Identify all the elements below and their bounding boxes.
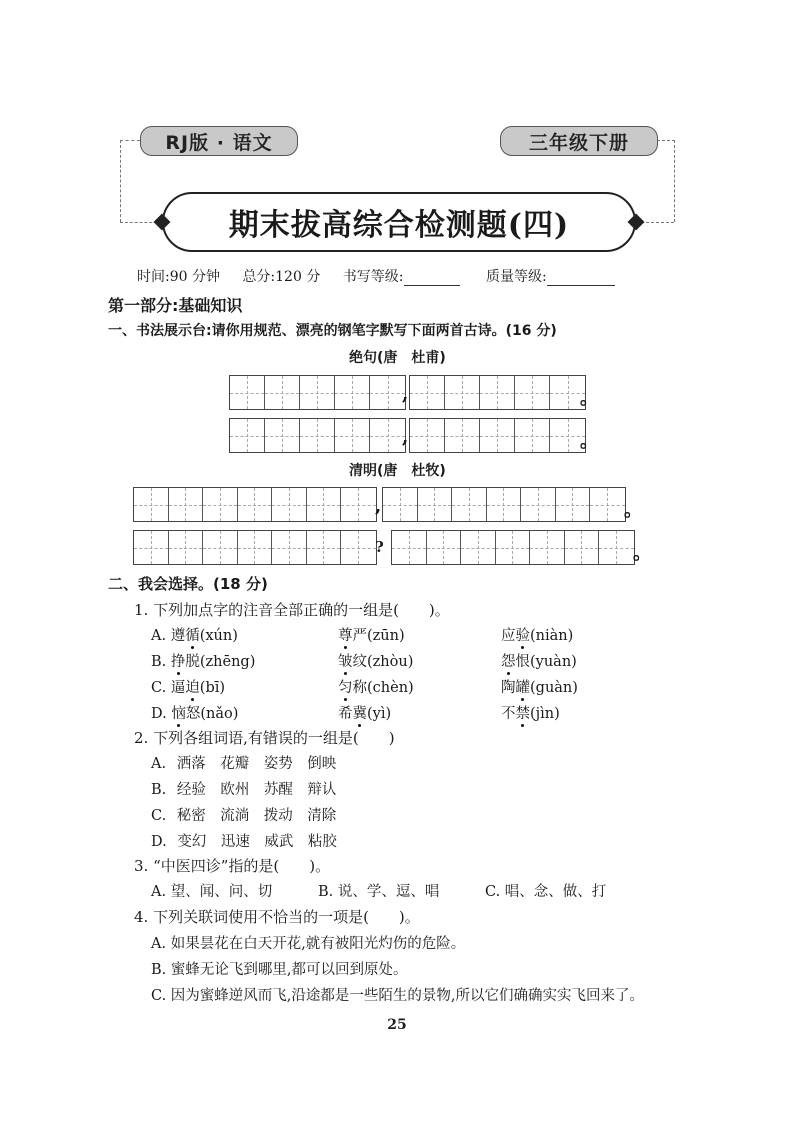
quality-grade-label: 质量等级: bbox=[485, 269, 547, 285]
poem1-line1-first-half-grid[interactable] bbox=[229, 375, 409, 410]
dotted-char: 挣 bbox=[171, 650, 186, 671]
exam-info-row bbox=[137, 266, 615, 286]
poem1-line1-second-half-grid[interactable] bbox=[409, 375, 586, 410]
poem1-line2-period: 。 bbox=[580, 431, 598, 452]
char: 逼 bbox=[170, 680, 186, 696]
option-letter: B. bbox=[151, 654, 167, 670]
pinyin: (zhòu) bbox=[367, 654, 414, 670]
poem2-line2-period: 。 bbox=[633, 543, 651, 564]
dotted-char: 皱 bbox=[338, 650, 353, 671]
page-title: 期末拔高综合检测题(四) bbox=[228, 208, 570, 243]
q2-s1-option-d-1[interactable] bbox=[151, 702, 238, 723]
poem2-line1-first-half-grid[interactable] bbox=[133, 487, 377, 522]
char: 不 bbox=[501, 706, 516, 722]
poem1-title: 绝句(唐 杜甫) bbox=[349, 350, 446, 366]
writing-grade-blank[interactable] bbox=[404, 272, 460, 286]
poem1-line2-comma: , bbox=[402, 427, 409, 448]
poem2-line2-question-mark: ? bbox=[375, 538, 384, 556]
dotted-char: 尊 bbox=[338, 624, 353, 645]
q2-s1-option-a-1[interactable] bbox=[151, 624, 238, 645]
pinyin: (zhēng) bbox=[199, 654, 256, 670]
q2-s1-option-b-1[interactable] bbox=[151, 650, 255, 671]
pinyin: (zūn) bbox=[367, 628, 405, 644]
q2-s2-option-b[interactable]: B. 经验 欧州 苏醒 辩认 bbox=[151, 782, 337, 798]
pinyin: (jìn) bbox=[530, 706, 560, 722]
frame-line-right-top bbox=[657, 140, 675, 141]
pinyin: (yuàn) bbox=[530, 654, 577, 670]
dotted-char: 禁 bbox=[516, 702, 531, 723]
q2-s1-option-c-2 bbox=[338, 676, 414, 697]
char: 陶 bbox=[501, 680, 516, 696]
q2-s2-option-c[interactable]: C. 秘密 流淌 拨动 清除 bbox=[151, 808, 337, 824]
pinyin: (niàn) bbox=[530, 628, 574, 644]
pinyin: (guàn) bbox=[530, 680, 578, 696]
q1-heading: 一、书法展示台:请你用规范、漂亮的钢笔字默写下面两首古诗。(16 分) bbox=[108, 323, 557, 339]
q2-s1-option-c-1[interactable] bbox=[151, 676, 225, 697]
grade-badge: 三年级下册 bbox=[500, 126, 658, 156]
char: 称 bbox=[352, 680, 367, 696]
poem1-line1-comma: , bbox=[402, 384, 409, 405]
q2-s4-option-a[interactable]: A. 如果昙花在白天开花,就有被阳光灼伤的危险。 bbox=[151, 936, 466, 952]
dotted-char: 冀 bbox=[353, 702, 368, 723]
pinyin: (xún) bbox=[199, 628, 238, 644]
q2-s3-option-b[interactable]: B. 说、学、逗、唱 bbox=[318, 884, 440, 900]
q2-s1-option-b-2 bbox=[338, 650, 413, 671]
page-number: 25 bbox=[387, 1017, 407, 1033]
poem2-line2-second-half-grid[interactable] bbox=[391, 530, 635, 565]
dotted-char: 罐 bbox=[516, 676, 531, 697]
poem2-title: 清明(唐 杜牧) bbox=[349, 463, 446, 479]
pinyin: (bī) bbox=[199, 680, 226, 696]
q2-s1-option-d-3 bbox=[501, 702, 560, 723]
writing-grade-label: 书写等级: bbox=[342, 269, 404, 285]
q2-s2-option-d[interactable]: D. 变幻 迅速 威武 粘胶 bbox=[151, 834, 337, 850]
edition-badge: RJ版 · 语文 bbox=[140, 126, 298, 156]
q2-s2-stem: 2. 下列各组词语,有错误的一组是( ) bbox=[134, 729, 395, 747]
option-letter: C. bbox=[151, 680, 167, 696]
poem2-line1-comma: , bbox=[375, 496, 382, 517]
title-banner bbox=[162, 192, 636, 252]
total-score-info: 总分:120 分 bbox=[242, 269, 321, 285]
q2-s1-option-a-3 bbox=[501, 624, 573, 645]
quality-grade-blank[interactable] bbox=[547, 272, 615, 286]
dotted-char: 循 bbox=[185, 624, 200, 645]
q2-s4-stem: 4. 下列关联词使用不恰当的一项是( )。 bbox=[134, 908, 420, 926]
q2-s4-option-c[interactable]: C. 因为蜜蜂逆风而飞,沿途都是一些陌生的景物,所以它们确确实实飞回来了。 bbox=[151, 988, 645, 1004]
poem1-line2-second-half-grid[interactable] bbox=[409, 418, 586, 453]
q2-s1-option-b-3 bbox=[501, 650, 577, 671]
dotted-char: 验 bbox=[516, 624, 531, 645]
frame-line-left-top bbox=[120, 140, 140, 141]
part1-heading: 第一部分:基础知识 bbox=[108, 296, 243, 315]
char: 应 bbox=[501, 628, 516, 644]
q2-s1-stem: 1. 下列加点字的注音全部正确的一组是( )。 bbox=[134, 601, 450, 619]
poem1-line2-first-half-grid[interactable] bbox=[229, 418, 409, 453]
char: 脱 bbox=[185, 654, 200, 670]
poem1-line1-period: 。 bbox=[580, 388, 598, 409]
pinyin: (chèn) bbox=[367, 680, 414, 696]
q2-s3-stem: 3. “中医四诊”指的是( )。 bbox=[134, 857, 331, 875]
dotted-char: 迫 bbox=[185, 676, 200, 697]
time-info: 时间:90 分钟 bbox=[137, 269, 220, 285]
char: 怒 bbox=[185, 706, 201, 722]
q2-s3-option-c[interactable]: C. 唱、念、做、打 bbox=[485, 884, 607, 900]
dotted-char: 匀 bbox=[338, 676, 353, 697]
pinyin: (yì) bbox=[367, 706, 392, 722]
q2-s1-option-c-3 bbox=[501, 676, 578, 697]
q2-s1-option-d-2 bbox=[338, 702, 391, 723]
frame-line-left-vertical bbox=[120, 140, 121, 222]
char: 遵 bbox=[170, 628, 186, 644]
q2-s4-option-b[interactable]: B. 蜜蜂无论飞到哪里,都可以回到原处。 bbox=[151, 962, 408, 978]
option-letter: A. bbox=[151, 628, 167, 644]
char: 恨 bbox=[515, 654, 530, 670]
poem2-line1-second-half-grid[interactable] bbox=[382, 487, 626, 522]
poem2-line1-period: 。 bbox=[624, 500, 642, 521]
dotted-char: 怨 bbox=[501, 650, 516, 671]
q2-heading: 二、我会选择。(18 分) bbox=[108, 575, 268, 593]
q2-s2-option-a[interactable]: A. 洒落 花瓣 姿势 倒映 bbox=[151, 756, 337, 772]
q2-s1-option-a-2 bbox=[338, 624, 405, 645]
poem2-line2-first-half-grid[interactable] bbox=[133, 530, 377, 565]
dotted-char: 恼 bbox=[171, 702, 186, 723]
char: 严 bbox=[352, 628, 367, 644]
option-letter: D. bbox=[151, 706, 167, 722]
char: 希 bbox=[338, 706, 353, 722]
pinyin: (nǎo) bbox=[200, 706, 239, 722]
q2-s3-option-a[interactable]: A. 望、闻、问、切 bbox=[151, 884, 273, 900]
frame-line-right-vertical bbox=[674, 140, 675, 222]
char: 纹 bbox=[352, 654, 367, 670]
